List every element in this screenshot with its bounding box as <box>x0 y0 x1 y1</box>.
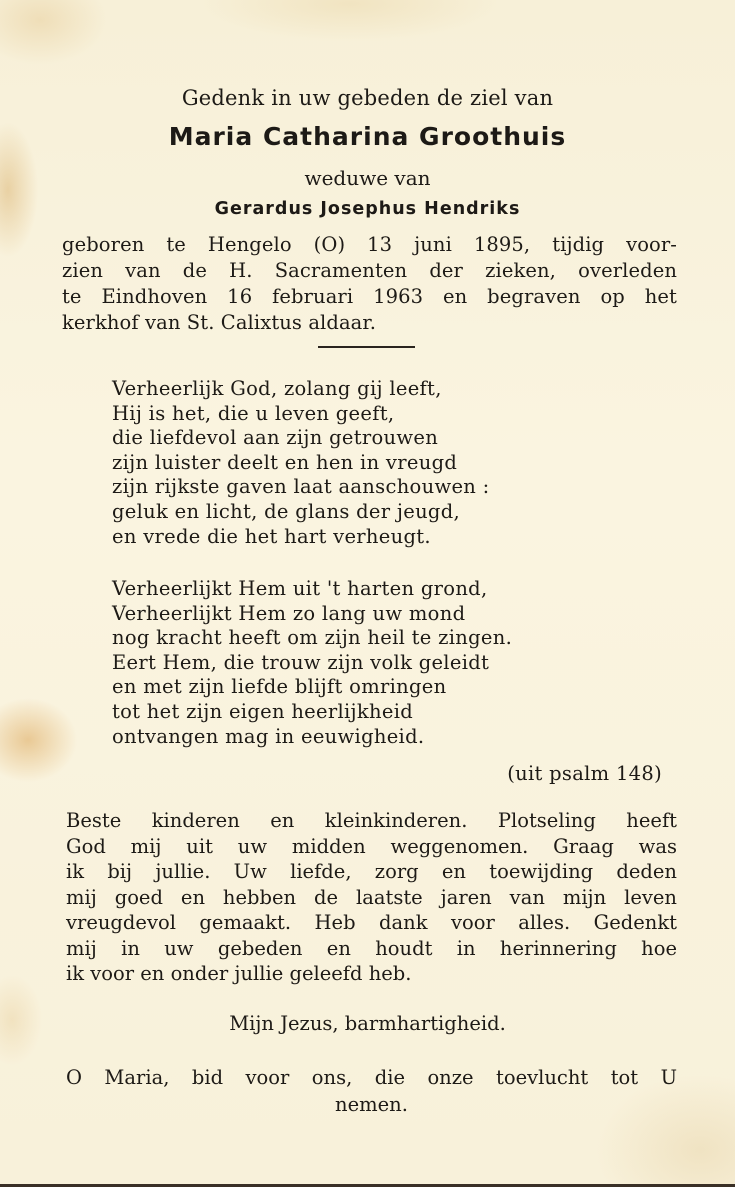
message-line: God mij uit uw midden weggenomen. Graag was <box>66 834 677 858</box>
poem-line: Verheerlijkt Hem uit 't harten grond, <box>112 577 488 600</box>
bio-line: te Eindhoven 16 februari 1963 en begraven op het <box>62 285 677 308</box>
poem-line: zijn luister deelt en hen in vreugd <box>112 450 458 474</box>
biography <box>62 232 677 336</box>
bio-line: kerkhof van St. Calixtus aldaar. <box>62 311 376 334</box>
poem-stanza-1 <box>112 377 490 549</box>
poem-line: en met zijn liefde blijft omringen <box>112 675 447 699</box>
prayer-maria <box>66 1064 677 1118</box>
prayer-line: O Maria, bid voor ons, die onze toevlucht tot U <box>66 1066 677 1089</box>
poem-line: nog kracht heeft om zijn heil te zingen. <box>112 626 513 650</box>
message-line: Beste kinderen en kleinkinderen. Plotseling heeft <box>66 809 677 832</box>
message-line: mij goed en hebben de laatste jaren van mijn leven <box>66 885 677 909</box>
divider-rule <box>318 346 415 348</box>
poem-line: en vrede die het hart verheugt. <box>112 524 431 548</box>
poem-line: Verheerlijk God, zolang gij leeft, <box>112 377 442 400</box>
prayer-line: nemen. <box>335 1093 408 1116</box>
poem-line: tot het zijn eigen heerlijkheid <box>112 699 414 723</box>
poem-line: Eert Hem, die trouw zijn volk geleidt <box>112 650 490 674</box>
message-line: mij in uw gebeden en houdt in herinnering hoe <box>66 936 677 960</box>
poem-stanza-2 <box>112 577 512 749</box>
poem-line: geluk en licht, de glans der jeugd, <box>112 499 460 523</box>
intro-text: Gedenk in uw gebeden de ziel van <box>181 86 554 110</box>
poem-line: ontvangen mag in eeuwigheid. <box>112 724 425 748</box>
farewell-message <box>66 808 677 987</box>
bio-line: geboren te Hengelo (O) 13 juni 1895, tijdig voor- <box>62 233 677 256</box>
widow-of-label: weduwe van <box>304 166 431 190</box>
bio-line: zien van de H. Sacramenten der zieken, overleden <box>62 259 677 282</box>
poem-source: (uit psalm 148) <box>507 762 662 785</box>
spouse-name: Gerardus Josephus Hendriks <box>214 199 521 219</box>
message-line: vreugdevol gemaakt. Heb dank voor alles. Gedenkt <box>66 911 677 934</box>
poem-line: die liefdevol aan zijn getrouwen <box>112 426 439 450</box>
message-line: ik voor en onder jullie geleefd heb. <box>66 962 412 985</box>
poem-line: Verheerlijkt Hem zo lang uw mond <box>112 601 466 625</box>
message-line: ik bij jullie. Uw liefde, zorg en toewijding deden <box>66 860 677 883</box>
deceased-name: Maria Catharina Groothuis <box>168 122 567 151</box>
poem-line: Hij is het, die u leven geeft, <box>112 401 395 425</box>
prayer-jesus: Mijn Jezus, barmhartigheid. <box>229 1012 506 1035</box>
poem-line: zijn rijkste gaven laat aanschouwen : <box>112 475 490 499</box>
